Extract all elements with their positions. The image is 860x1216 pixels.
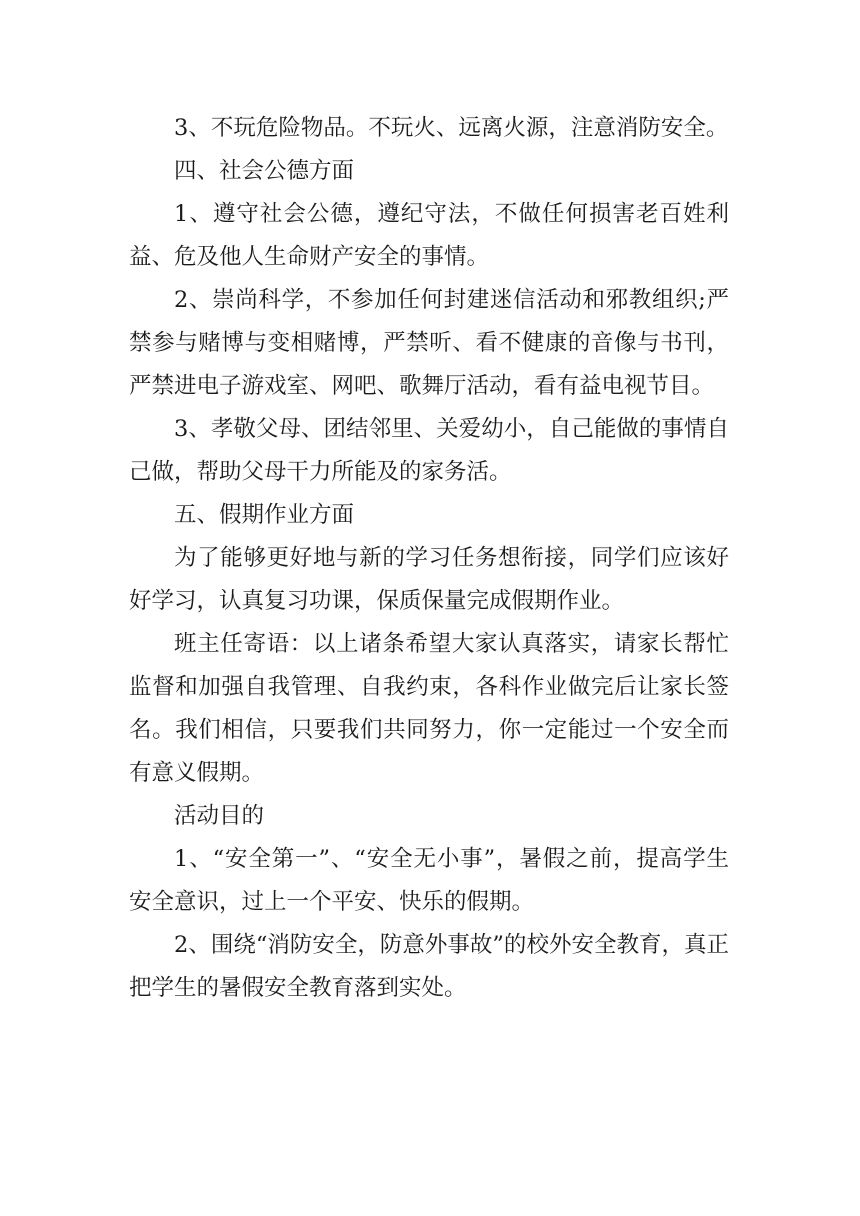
- paragraph-fire-safety-education: 2、围绕“消防安全，防意外事故”的校外安全教育，真正把学生的暑假安全教育落到实处。: [129, 932, 729, 1001]
- heading-activity-purpose: 活动目的: [174, 803, 265, 829]
- paragraph-fire-safety: 3、不玩危险物品。不玩火、远离火源，注意消防安全。: [174, 115, 729, 141]
- paragraph-public-morality: 1、遵守社会公德，遵纪守法，不做任何损害老百姓利益、危及他人生命财产安全的事情。: [129, 201, 729, 270]
- paragraph-respect-parents: 3、孝敬父母、团结邻里、关爱幼小，自己能做的事情自己做，帮助父母干力所能及的家务活。: [129, 416, 729, 485]
- paragraph-homework: 为了能够更好地与新的学习任务想衔接，同学们应该好好学习，认真复习功课，保质保量完成假期作业。: [129, 545, 729, 614]
- document-body: [129, 107, 729, 1010]
- paragraph-safety-first: 1、“安全第一”、“安全无小事”，暑假之前，提高学生安全意识，过上一个平安、快乐的假期。: [129, 846, 729, 915]
- paragraph-teacher-message: 班主任寄语：以上诸条希望大家认真落实，请家长帮忙监督和加强自我管理、自我约束，各科作业做完后让家长签名。我们相信，只要我们共同努力，你一定能过一个安全而有意义假期。: [129, 631, 729, 786]
- heading-social-morality: 四、社会公德方面: [174, 158, 355, 184]
- heading-holiday-homework: 五、假期作业方面: [174, 502, 355, 528]
- paragraph-science-prohibitions: 2、崇尚科学，不参加任何封建迷信活动和邪教组织;严禁参与赌博与变相赌博，严禁听、看不健康的音像与书刊，严禁进电子游戏室、网吧、歌舞厅活动，看有益电视节目。: [129, 287, 729, 399]
